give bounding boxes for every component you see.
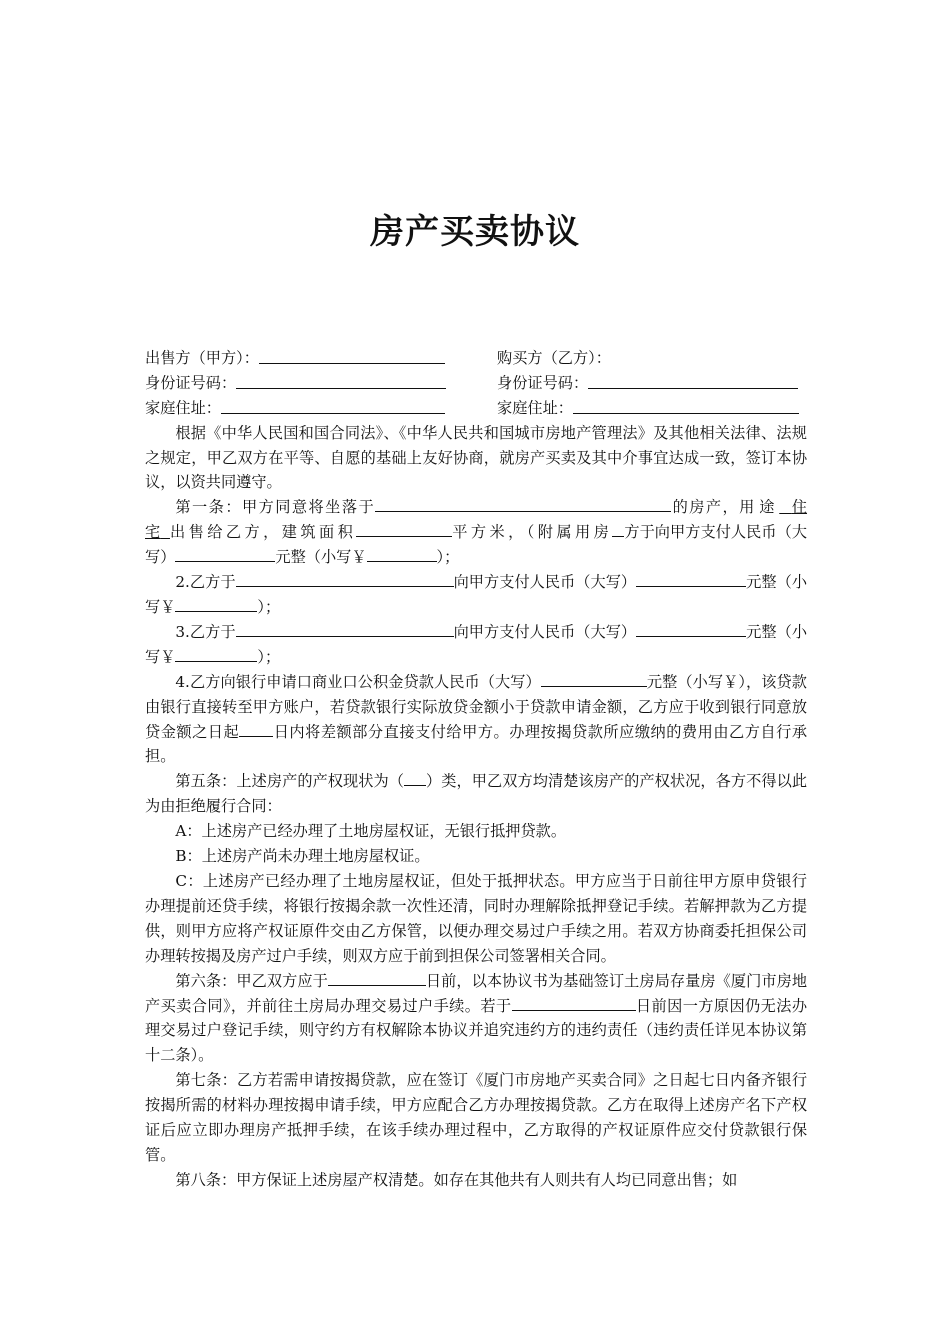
buyer-id-field[interactable] (588, 371, 798, 389)
document-title: 房产买卖协议 (370, 212, 580, 252)
item-4 (145, 670, 807, 770)
article-6 (145, 969, 807, 1069)
article5-text-a: 第五条：上述房产的产权现状为（ (175, 772, 404, 791)
article-7: 第七条：乙方若需申请按揭贷款，应在签订《厦门市房地产买卖合同》之日起七日内备齐银行按揭所需的材料办理按揭申请手续，甲方应配合乙方办理按揭贷款。乙方在取得上述房产名下产权证后应立即办理房产抵押手续，在该手续办理过程中，乙方取得的产权证原件应交付贷款银行保管。 (145, 1071, 807, 1164)
seller-address-label: 家庭住址： (145, 398, 221, 417)
transfer-deadline-field[interactable] (512, 994, 636, 1011)
item3-text-a: 3.乙方于 (175, 622, 236, 641)
article5-option-b: B：上述房产尚未办理土地房屋权证。 (175, 847, 430, 866)
article-5 (145, 769, 807, 819)
item3-amount-figures-field[interactable] (175, 645, 257, 662)
article6-text-c: 日前因一方原因仍无法办理交易过户登记手续，则守约方有权解除本协议并追究违约方的违约责任（违约责任详见本协议第十二条）。 (145, 996, 808, 1065)
preamble-paragraph: 根据《中华人民国和国合同法》、《中华人民共和国城市房地产管理法》及其他相关法律、法规之规定，甲乙双方在平等、自愿的基础上友好协商，就房产买卖及其中介事宜达成一致，签订本协议，以资共同遵守。 (145, 423, 807, 492)
title-status-field[interactable] (404, 769, 426, 786)
seller-label: 出售方（甲方）： (145, 349, 259, 367)
article1-text-a: 第一条：甲方同意将坐落于 (175, 498, 376, 517)
item3-text-c: 元整（小写￥ (145, 622, 808, 666)
floor-area-field[interactable] (356, 520, 452, 537)
loan-amount-words-field[interactable] (541, 670, 647, 687)
loan-days-field[interactable] (239, 720, 273, 737)
article1-text-g: 元整（小写￥ (275, 548, 367, 567)
item-3 (145, 620, 807, 670)
article1-text-b: 的房产， (671, 498, 740, 517)
item4-text-a: 4.乙方向银行申请口商业口公积金贷款人民币（大写） (175, 672, 541, 691)
parties-row-3 (145, 396, 807, 421)
usage-value: 住宅 (145, 498, 808, 542)
item4-text-c: ），该贷款由银行直接转至甲方账户，若贷款银行实际放贷金额小于贷款申请金额，乙方应于收到银行同意放贷金额之日起 (145, 672, 807, 741)
item2-text-a: 2.乙方于 (175, 573, 236, 592)
parties-row-2 (145, 371, 807, 396)
document-body (145, 346, 807, 1193)
amount-figures-field-1[interactable] (367, 545, 437, 562)
item2-date-field[interactable] (236, 570, 454, 587)
item3-date-field[interactable] (236, 620, 454, 637)
article1-text-e: 平方米，（附属用房 (452, 523, 613, 542)
parties-row-1 (145, 346, 807, 371)
item3-amount-words-field[interactable] (636, 620, 746, 637)
amount-words-field-1[interactable] (175, 545, 275, 562)
article1-text-d: 出售给乙方，建筑面积 (169, 523, 357, 542)
item-2 (145, 570, 807, 620)
item2-amount-words-field[interactable] (636, 570, 746, 587)
contract-sign-date-field[interactable] (328, 969, 426, 986)
item3-text-d: ）； (257, 647, 281, 666)
article6-text-b: 日前，以本协议书为基础签订土房局存量房《厦门市房地产买卖合同》，并前往土房局办理交易过户手续。若于 (145, 971, 808, 1015)
property-location-field[interactable] (375, 495, 671, 512)
seller-id-label: 身份证号码： (145, 373, 237, 392)
buyer-address-field[interactable] (573, 396, 799, 414)
article6-text-a: 第六条：甲乙双方应于 (175, 971, 328, 990)
item2-text-d: ）； (257, 598, 281, 617)
item2-amount-figures-field[interactable] (175, 595, 257, 612)
seller-name-field[interactable] (259, 346, 445, 364)
article1-text-c: 用途 (739, 498, 780, 517)
seller-address-field[interactable] (221, 396, 445, 414)
article5-text-b: ）类，甲乙双方均清楚该房产的产权状况，各方不得以此为由拒绝履行合同： (145, 772, 808, 816)
article-8: 第八条：甲方保证上述房屋产权清楚。如存在其他共有人则共有人均已同意出售；如 (175, 1170, 738, 1189)
buyer-address-label: 家庭住址： (497, 398, 573, 417)
article5-option-c: C：上述房产已经办理了土地房屋权证，但处于抵押状态。甲方应当于日前往甲方原申贷银行办理提前还贷手续，将银行按揭余款一次性还清，同时办理解除抵押登记手续。若解押款为乙方提供，则甲方应将产权证原件交由乙方保管，以便办理交易过户手续之用。若双方协商委托担保公司办理转按揭及房产过户手续，则双方应于前到担保公司签署相关合同。 (145, 871, 807, 965)
item4-text-b: 元整（小写￥ (646, 672, 739, 691)
article1-text-f: 方于向甲方支付人民币（大写） (145, 523, 808, 567)
item2-text-c: 元整（小写￥ (145, 573, 808, 617)
item3-text-b: 向甲方支付人民币（大写） (453, 622, 637, 641)
seller-id-field[interactable] (236, 371, 446, 389)
item4-text-d: 日内将差额部分直接支付给甲方。办理按揭贷款所应缴纳的费用由乙方自行承担。 (145, 722, 808, 766)
annex-field[interactable] (612, 520, 624, 537)
item2-text-b: 向甲方支付人民币（大写） (453, 573, 637, 592)
article-1 (145, 495, 807, 570)
article1-text-h: ）； (436, 548, 460, 567)
article5-option-a: A：上述房产已经办理了土地房屋权证，无银行抵押贷款。 (175, 822, 567, 841)
buyer-id-label: 身份证号码： (497, 373, 589, 392)
buyer-label: 购买方（乙方）： (497, 349, 611, 367)
